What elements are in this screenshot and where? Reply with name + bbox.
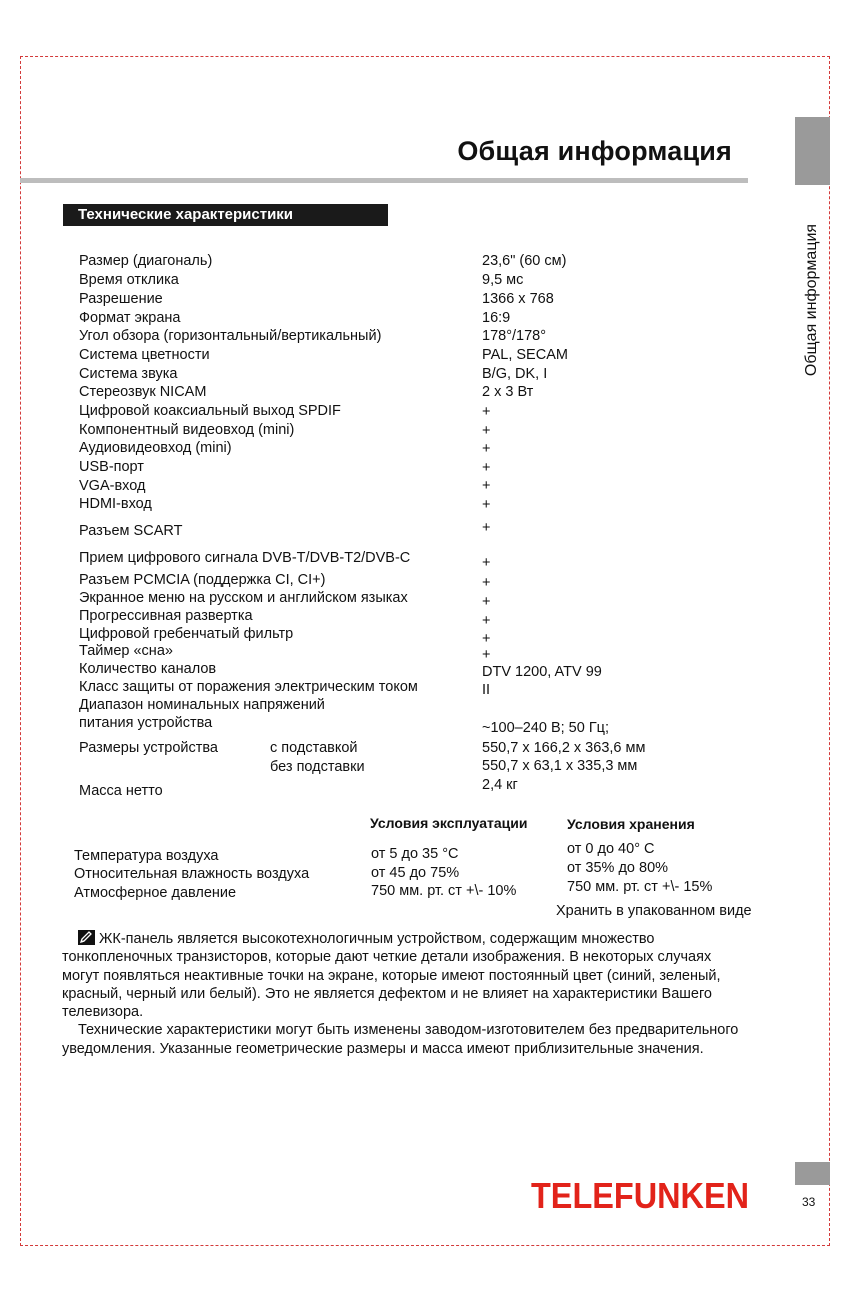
spec-value: +	[482, 497, 491, 513]
spec-label: Экранное меню на русском и английском языках	[79, 590, 408, 606]
spec-value: PAL, SECAM	[482, 347, 568, 363]
pencil-note-icon	[78, 930, 95, 945]
spec-value: +	[482, 460, 491, 476]
dimensions-with-stand-label: с подставкой	[270, 740, 358, 756]
spec-value: 178°/178°	[482, 328, 547, 344]
spec-label: Формат экрана	[79, 310, 181, 326]
spec-label: Стереозвук NICAM	[79, 384, 207, 400]
spec-label: HDMI-вход	[79, 496, 152, 512]
condition-operation: от 45 до 75%	[371, 865, 460, 881]
condition-label: Относительная влажность воздуха	[74, 866, 310, 882]
condition-operation: от 5 до 35 °С	[371, 846, 459, 862]
spec-label: Время отклика	[79, 272, 179, 288]
spec-label: Размер (диагональ)	[79, 253, 213, 269]
spec-value: B/G, DK, I	[482, 366, 548, 382]
spec-value: +	[482, 555, 491, 571]
spec-label: Разъем SCART	[79, 523, 183, 539]
page-tab-marker	[795, 1162, 830, 1185]
section-heading: Технические характеристики	[63, 204, 388, 226]
spec-value: II	[482, 682, 491, 698]
condition-label: Атмосферное давление	[74, 885, 237, 901]
mass-label: Масса нетто	[79, 783, 163, 799]
condition-storage: от 0 до 40° С	[567, 841, 655, 857]
storage-note: Хранить в упакованном виде	[556, 903, 752, 919]
spec-value: +	[482, 647, 491, 663]
condition-operation: 750 мм. рт. ст +\- 10%	[371, 883, 517, 899]
title-rule	[20, 178, 748, 183]
operation-header: Условия эксплуатации	[370, 815, 528, 831]
dimensions-without-stand-label: без подставки	[270, 759, 365, 775]
spec-label: Разрешение	[79, 291, 163, 307]
spec-label: Цифровой коаксиальный выход SPDIF	[79, 403, 341, 419]
page-title: Общая информация	[457, 136, 732, 166]
spec-label: Таймер «сна»	[79, 643, 173, 659]
note-block	[62, 930, 752, 1058]
spec-value: +	[482, 631, 491, 647]
dimensions-label: Размеры устройства	[79, 740, 218, 756]
spec-label: Цифровой гребенчатый фильтр	[79, 626, 294, 642]
spec-label: VGA-вход	[79, 478, 146, 494]
spec-value: +	[482, 404, 491, 420]
spec-label: Диапазон номинальных напряжений	[79, 697, 325, 713]
spec-value: +	[482, 441, 491, 457]
spec-label: Компонентный видеовход (mini)	[79, 422, 295, 438]
spec-value: +	[482, 594, 491, 610]
dimensions-with-stand-value: 550,7 x 166,2 x 363,6 мм	[482, 740, 646, 756]
telefunken-logo	[530, 1176, 750, 1214]
brand-wordmark: TELEFUNKEN	[531, 1176, 749, 1214]
spec-value: DTV 1200, ATV 99	[482, 664, 602, 680]
spec-value: 9,5 мс	[482, 272, 524, 288]
spec-label: Система цветности	[79, 347, 210, 363]
spec-value: 1366 x 768	[482, 291, 554, 307]
spec-value: +	[482, 520, 491, 536]
spec-value: ~100–240 В; 50 Гц;	[482, 720, 610, 736]
spec-value: +	[482, 423, 491, 439]
condition-storage: 750 мм. рт. ст +\- 15%	[567, 879, 713, 895]
condition-label: Температура воздуха	[74, 848, 219, 864]
spec-label: USB-порт	[79, 459, 144, 475]
spec-value: +	[482, 613, 491, 629]
spec-label: Разъем PCMCIA (поддержка CI, CI+)	[79, 572, 326, 588]
spec-value: 23,6" (60 см)	[482, 253, 567, 269]
spec-value: 2 x 3 Вт	[482, 384, 534, 400]
spec-label: Угол обзора (горизонтальный/вертикальный)	[79, 328, 382, 344]
dimensions-without-stand-value: 550,7 x 63,1 x 335,3 мм	[482, 758, 638, 774]
spec-label: Прогрессивная развертка	[79, 608, 253, 624]
mass-value: 2,4 кг	[482, 777, 518, 793]
spec-label: Класс защиты от поражения электрическим током	[79, 679, 418, 695]
storage-header: Условия хранения	[567, 816, 695, 832]
spec-label: питания устройства	[79, 715, 213, 731]
side-section-label: Общая информация	[803, 223, 820, 377]
spec-value: +	[482, 478, 491, 494]
note-paragraph-2: Технические характеристики могут быть изменены заводом-изготовителем без предварительного уведомления. Указанные геометрические размеры и масса имеют приблизительные значения.	[62, 1022, 739, 1057]
note-paragraph-1: ЖК-панель является высокотехнологичным устройством, содержащим множество тонкопленочных транзисторов, которые дают четкие детали изображения. В некоторых случаях могут появляться неактивные точки на экране, которые имеют постоянный цвет (синий, зеленый, красный, черный или белый). Это не является дефектом и не влияет на характеристики Вашего телевизора.	[62, 931, 721, 1021]
spec-label: Количество каналов	[79, 661, 217, 677]
spec-label: Система звука	[79, 366, 178, 382]
page-number: 33	[802, 1195, 816, 1209]
condition-storage: от 35% до 80%	[567, 860, 669, 876]
side-tab-marker	[795, 117, 830, 185]
spec-label: Прием цифрового сигнала DVB-T/DVB-T2/DVB-C	[79, 550, 411, 566]
spec-value: 16:9	[482, 310, 511, 326]
spec-value: +	[482, 575, 491, 591]
spec-label: Аудиовидеовход (mini)	[79, 440, 232, 456]
